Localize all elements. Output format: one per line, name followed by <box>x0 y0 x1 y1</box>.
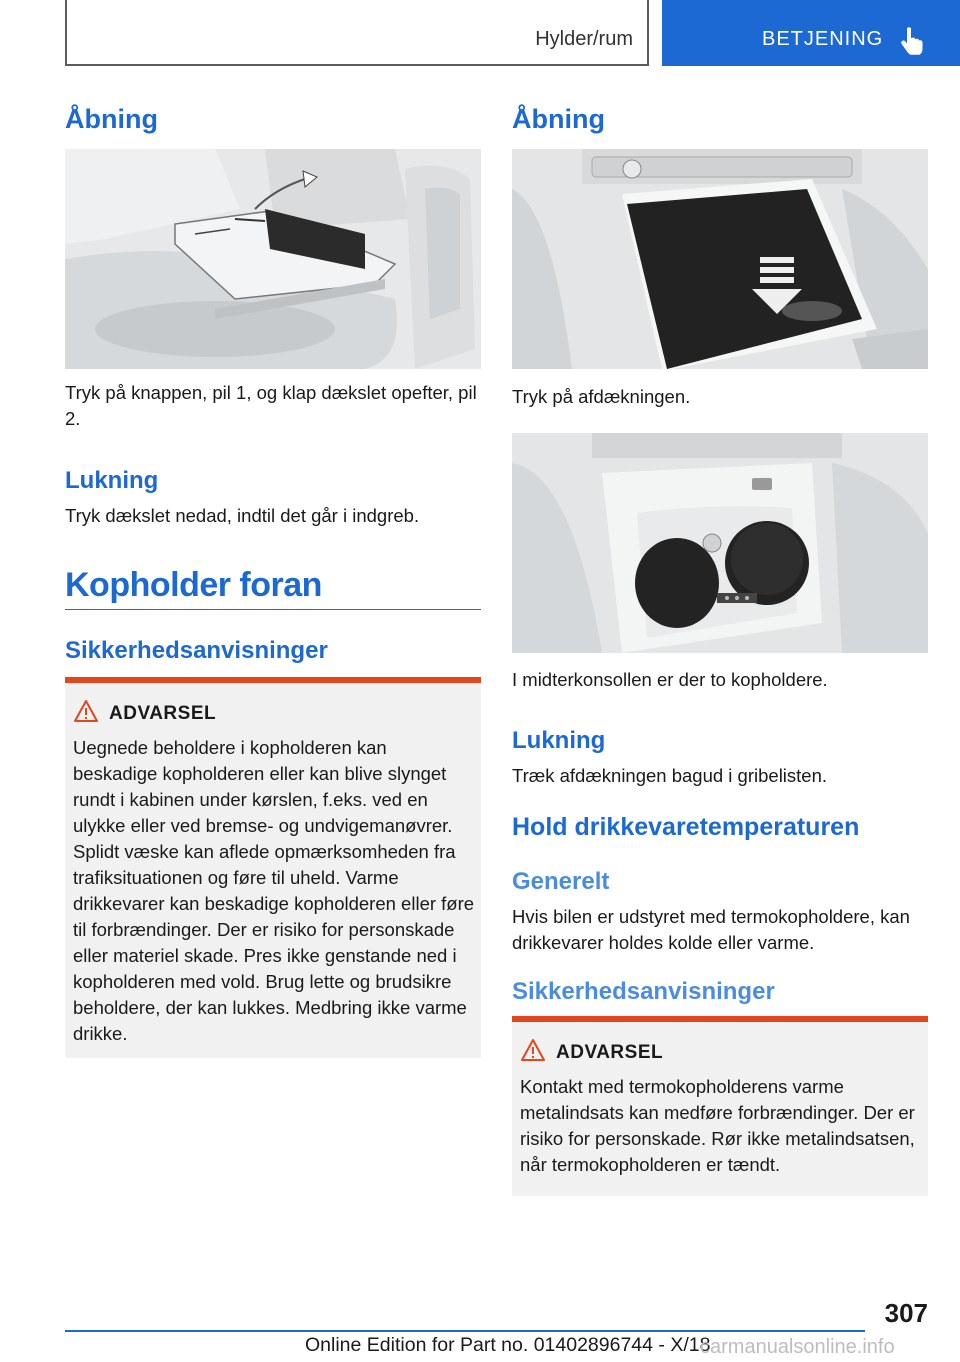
heading-general: Generelt <box>512 868 610 895</box>
warning-box-right <box>512 1016 928 1196</box>
warning-title-left: ADVARSEL <box>109 703 217 724</box>
caption-opening-left: Tryk på knappen, pil 1, og klap dækslet opefter, pil 2. <box>65 382 477 429</box>
warning-triangle-icon <box>73 699 99 723</box>
text-general: Hvis bilen er udstyret med termokopholdere, kan drikkevarer holdes kolde eller varme. <box>512 906 910 953</box>
hand-pointer-icon <box>898 26 924 56</box>
text-closing-right: Træk afdækningen bagud i gribelisten. <box>512 765 828 786</box>
warning-title-right: ADVARSEL <box>556 1042 664 1063</box>
chapter-title: BETJENING <box>762 28 884 50</box>
page-number: 307 <box>884 1298 928 1328</box>
armrest-image <box>65 149 481 369</box>
heading-cupholder: Kopholder foran <box>65 566 322 604</box>
watermark: carmanualsonline.info <box>700 1336 895 1358</box>
text-closing-left: Tryk dækslet nedad, indtil det går i indgreb. <box>65 505 420 526</box>
heading-rule <box>65 609 481 610</box>
footer-edition: Online Edition for Part no. 01402896744 - X/18 <box>305 1334 711 1356</box>
header-chapter-tab[interactable] <box>662 0 960 66</box>
heading-opening-left: Åbning <box>65 104 158 134</box>
warning-box-left <box>65 677 481 1058</box>
cupholder-image <box>512 433 928 653</box>
caption-opening-right: Tryk på afdækningen. <box>512 386 691 407</box>
heading-closing-left: Lukning <box>65 467 159 494</box>
heading-opening-right: Åbning <box>512 104 605 134</box>
warning-body-right: Kontakt med termokopholderens varme metalindsats kan medføre forbrændinger. Der er risiko for personskade. Rør ikke metalindsatsen, når termokopholderen er tændt. <box>520 1076 915 1175</box>
console-cover-image <box>512 149 928 369</box>
header-section-box <box>65 0 649 66</box>
section-title: Hylder/rum <box>535 28 633 50</box>
heading-closing-right: Lukning <box>512 727 606 754</box>
footer-rule <box>65 1330 865 1332</box>
warning-triangle-icon <box>520 1038 546 1062</box>
caption-cups: I midterkonsollen er der to kopholdere. <box>512 669 828 690</box>
heading-safety-left: Sikkerhedsanvisninger <box>65 637 328 664</box>
heading-temp: Hold drikkevaretemperaturen <box>512 813 860 841</box>
heading-safety-right: Sikkerhedsanvisninger <box>512 978 775 1005</box>
warning-body-left: Uegnede beholdere i kopholderen kan beskadige kopholderen eller kan blive slynget rundt i kabinen under kørslen, f.eks. ved en ulykke eller ved bremse- og undvigemanøvrer. Splidt væske kan aflede opmærksomheden fra trafiksituationen og føre til uheld. Varme drikkevarer kan beskadige kopholderen eller føre til forbrændinger. Der er risiko for personskade eller materiel skade. Pres ikke genstande ned i kopholderen med vold. Brug lette og brudsikre beholdere, der kan lukkes. Medbring ikke varme drikke. <box>73 737 475 1044</box>
